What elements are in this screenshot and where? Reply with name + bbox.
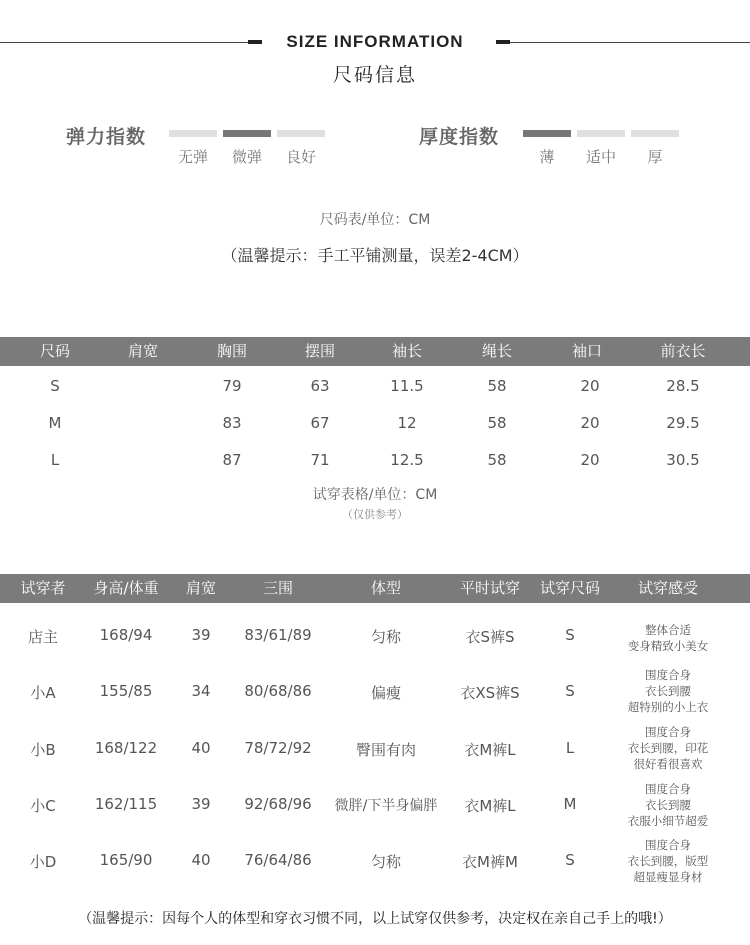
fit-size: S (565, 682, 575, 700)
fit-th-person: 试穿者 (20, 579, 66, 597)
fit-feel-line: 衣长到腰，印花 (627, 741, 709, 755)
fit-usual: 衣XS裤S (460, 684, 520, 702)
fit-person: 小A (30, 684, 56, 702)
size-cell: 12.5 (390, 451, 424, 469)
size-th-length: 前衣长 (660, 342, 706, 360)
fit-usual: 衣M裤M (462, 853, 518, 871)
fit-usual: 衣M裤L (464, 797, 516, 815)
fit-feel-line: 变身精致小美女 (627, 639, 709, 653)
fit-body: 臀围有肉 (355, 741, 416, 759)
elasticity-bar-slight (223, 130, 271, 137)
elasticity-option-good: 良好 (285, 148, 316, 166)
elasticity-label: 弹力指数 (66, 126, 147, 148)
fit-body: 微胖/下半身偏胖 (334, 798, 438, 814)
fit-person: 小D (29, 853, 57, 871)
fit-th-feel: 试穿感受 (637, 579, 698, 597)
size-chart-unit-note: 尺码表/单位：CM (319, 212, 431, 228)
elasticity-option-slight: 微弹 (231, 148, 262, 166)
fit-feel-line: 衣长到腰 (645, 798, 691, 812)
thickness-option-thin: 薄 (539, 148, 555, 166)
fitting-ref-note: （仅供参考） (342, 508, 408, 521)
size-cell: 58 (487, 414, 507, 432)
size-th-hem: 摆围 (304, 342, 335, 360)
fit-shoulder: 39 (191, 626, 211, 644)
thickness-option-medium: 适中 (585, 148, 616, 166)
size-cell: 20 (580, 451, 600, 469)
fit-size: M (563, 795, 577, 813)
thickness-label: 厚度指数 (419, 126, 500, 148)
fit-feel-line: 超显瘦显身材 (633, 870, 703, 884)
fit-th-size: 试穿尺码 (539, 579, 600, 597)
thickness-bar-thick (631, 130, 679, 137)
size-chart-tip: （温馨提示：手工平铺测量，误差2-4CM） (221, 246, 529, 265)
size-cell: L (50, 451, 60, 469)
fit-hw: 155/85 (99, 682, 153, 700)
fit-feel-line: 围度合身 (645, 725, 691, 739)
fit-shoulder: 39 (191, 795, 211, 813)
size-cell: 12 (397, 414, 417, 432)
fit-feel-line: 围度合身 (645, 782, 691, 796)
fit-measure: 80/68/86 (244, 682, 312, 700)
size-cell: 20 (580, 377, 600, 395)
fit-body: 偏瘦 (370, 684, 401, 702)
fitting-unit-note: 试穿表格/单位：CM (312, 487, 438, 503)
fit-th-height-weight: 身高/体重 (93, 579, 159, 597)
thickness-option-thick: 厚 (647, 148, 663, 166)
fit-size: S (565, 851, 575, 869)
size-th-chest: 胸围 (216, 342, 247, 360)
fit-feel-line: 衣长到腰 (645, 684, 691, 698)
fit-feel-line: 整体合适 (645, 623, 691, 637)
size-cell: 20 (580, 414, 600, 432)
size-cell: 79 (222, 377, 242, 395)
size-cell: 30.5 (666, 451, 700, 469)
fit-hw: 162/115 (94, 795, 158, 813)
size-cell: 67 (310, 414, 330, 432)
fit-measure: 92/68/96 (244, 795, 312, 813)
size-cell: 63 (310, 377, 330, 395)
header-line-right (510, 42, 750, 43)
fit-shoulder: 40 (191, 739, 211, 757)
fit-person: 小C (30, 797, 56, 815)
fit-feel-line: 围度合身 (645, 668, 691, 682)
size-cell: 58 (487, 377, 507, 395)
elasticity-option-none: 无弹 (177, 148, 208, 166)
elasticity-bar-none (169, 130, 217, 137)
size-cell: 58 (487, 451, 507, 469)
fit-th-measure: 三围 (262, 579, 293, 597)
fit-hw: 168/94 (99, 626, 153, 644)
elasticity-bar-good (277, 130, 325, 137)
size-th-size: 尺码 (39, 342, 70, 360)
size-cell: 28.5 (666, 377, 700, 395)
size-cell: S (50, 377, 60, 395)
size-cell: M (48, 414, 62, 432)
fit-person: 店主 (27, 628, 58, 646)
fit-measure: 83/61/89 (244, 626, 312, 644)
size-cell: 87 (222, 451, 242, 469)
footer-tip: （温馨提示：因每个人的体型和穿衣习惯不同，以上试穿仅供参考，决定权在亲自己手上的哦!） (78, 911, 672, 927)
page-subtitle: 尺码信息 (332, 64, 417, 86)
fit-measure: 76/64/86 (244, 851, 312, 869)
fit-shoulder: 40 (191, 851, 211, 869)
fit-size: L (565, 739, 575, 757)
size-th-rope: 绳长 (481, 342, 512, 360)
fit-th-usual: 平时试穿 (459, 579, 520, 597)
fit-usual: 衣S裤S (465, 628, 515, 646)
fit-person: 小B (30, 741, 56, 759)
size-th-cuff: 袖口 (571, 342, 602, 360)
fit-shoulder: 34 (191, 682, 211, 700)
fit-feel-line: 超特别的小上衣 (627, 700, 709, 714)
size-cell: 11.5 (390, 377, 424, 395)
size-cell: 29.5 (666, 414, 700, 432)
fit-hw: 168/122 (94, 739, 158, 757)
thickness-bar-thin (523, 130, 571, 137)
fit-th-shoulder: 肩宽 (185, 579, 216, 597)
page-title: SIZE INFORMATION (286, 32, 464, 51)
fit-measure: 78/72/92 (244, 739, 312, 757)
size-th-shoulder: 肩宽 (127, 342, 158, 360)
fit-body: 匀称 (370, 628, 401, 646)
size-cell: 83 (222, 414, 242, 432)
fitting-table-header (0, 574, 750, 603)
fit-hw: 165/90 (99, 851, 153, 869)
fit-feel-line: 围度合身 (645, 838, 691, 852)
header-dash-right (496, 40, 510, 44)
fit-feel-line: 很好看很喜欢 (633, 757, 703, 771)
fit-th-body: 体型 (370, 579, 401, 597)
size-cell: 71 (310, 451, 330, 469)
size-th-sleeve: 袖长 (391, 342, 422, 360)
fit-feel-line: 衣长到腰，版型 (627, 854, 709, 868)
fit-feel-line: 衣服小细节超爱 (627, 814, 709, 828)
fit-size: S (565, 626, 575, 644)
size-table-header (0, 337, 750, 366)
fit-usual: 衣M裤L (464, 741, 516, 759)
thickness-bar-medium (577, 130, 625, 137)
fit-body: 匀称 (370, 853, 401, 871)
